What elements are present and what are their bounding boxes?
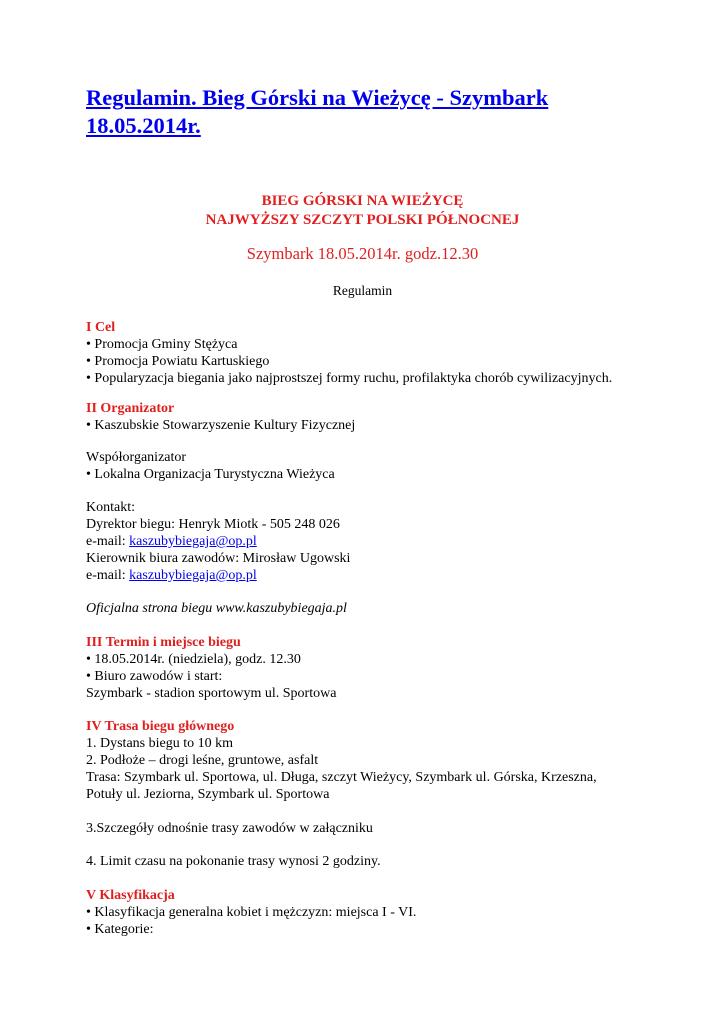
list-item: 1. Dystans biegu to 10 km: [86, 736, 233, 751]
section-klasyfikacja: [86, 887, 666, 938]
contact-label: Kontakt:: [86, 500, 135, 515]
section-title: III Termin i miejsce biegu: [86, 635, 241, 650]
co-organizer-label: Współorganizator: [86, 450, 187, 465]
list-item: 2. Podłoże – drogi leśne, gruntowe, asfalt: [86, 753, 319, 768]
event-date-line: Szymbark 18.05.2014r. godz.12.30: [246, 244, 479, 263]
email-line-2: [86, 567, 666, 584]
section-cel: [86, 319, 666, 387]
list-item: • 18.05.2014r. (niedziela), godz. 12.30: [86, 652, 301, 667]
route-line: Potuły ul. Jeziorna, Szymbark ul. Sportowa: [86, 787, 330, 802]
contact-block: [86, 499, 666, 584]
official-website-line: Oficjalna strona biegu www.kaszubybiegaja.pl: [86, 601, 347, 616]
section-termin: [86, 634, 666, 702]
route-details-line: 3.Szczegóły odnośnie trasy zawodów w załączniku: [86, 821, 373, 836]
title-line-1[interactable]: Regulamin. Bieg Górski na Wieżycę - Szymbark: [86, 85, 549, 110]
event-subtitle-heading: NAJWYŻSZY SZCZYT POLSKI PÓŁNOCNEJ: [205, 212, 520, 228]
co-organizer-block: [86, 449, 666, 483]
route-line: Trasa: Szymbark ul. Sportowa, ul. Długa, szczyt Wieżycy, Szymbark ul. Górska, Krzeszna,: [86, 770, 597, 785]
list-item: • Lokalna Organizacja Turystyczna Wieżyca: [86, 467, 335, 482]
list-item: • Kategorie:: [86, 922, 154, 937]
regulamin-label: Regulamin: [332, 283, 393, 298]
section-title: I Cel: [86, 320, 116, 335]
email-line-1: [86, 533, 666, 550]
email-label: e-mail:: [86, 568, 130, 583]
list-item: • Biuro zawodów i start:: [86, 669, 223, 684]
section-trasa: [86, 718, 666, 803]
list-item: • Popularyzacja biegania jako najprostszej formy ruchu, profilaktyka chorób cywilizacyjnych.: [86, 371, 613, 386]
email-link-2[interactable]: kaszubybiegaja@op.pl: [129, 568, 257, 583]
time-limit-line: 4. Limit czasu na pokonanie trasy wynosi 2 godziny.: [86, 854, 381, 869]
director-line: Dyrektor biegu: Henryk Miotk - 505 248 026: [86, 517, 340, 532]
list-item: • Promocja Gminy Stężyca: [86, 337, 238, 352]
location-line: Szymbark - stadion sportowym ul. Sportowa: [86, 686, 337, 701]
list-item: • Promocja Powiatu Kartuskiego: [86, 354, 270, 369]
event-name-heading: BIEG GÓRSKI NA WIEŻYCĘ: [261, 193, 464, 209]
office-manager-line: Kierownik biura zawodów: Mirosław Ugowski: [86, 551, 351, 566]
section-organizator: [86, 400, 666, 434]
section-title: IV Trasa biegu głównego: [86, 719, 235, 734]
title-line-2[interactable]: 18.05.2014r.: [86, 113, 201, 138]
section-title: II Organizator: [86, 401, 175, 416]
section-title: V Klasyfikacja: [86, 888, 175, 903]
page-title[interactable]: [86, 84, 646, 140]
email-label: e-mail:: [86, 534, 130, 549]
list-item: • Kaszubskie Stowarzyszenie Kultury Fizycznej: [86, 418, 356, 433]
list-item: • Klasyfikacja generalna kobiet i mężczyzn: miejsca I - VI.: [86, 905, 417, 920]
email-link-1[interactable]: kaszubybiegaja@op.pl: [129, 534, 257, 549]
